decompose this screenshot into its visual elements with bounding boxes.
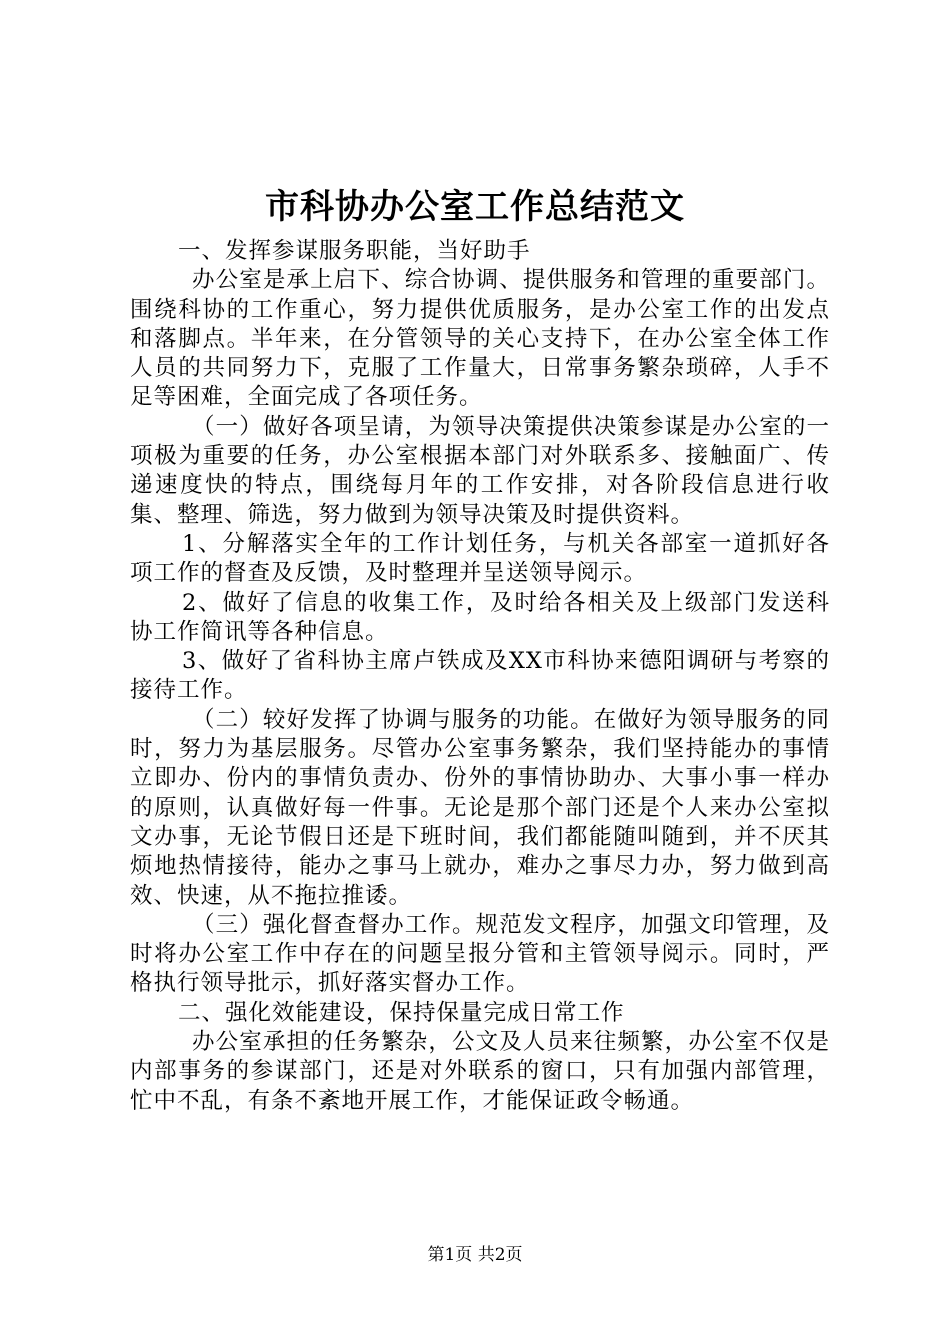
page-footer: 第1页 共2页	[427, 1245, 523, 1265]
document-body	[130, 237, 830, 1116]
paragraph-point-3: 3、做好了省科协主席卢铁成及XX市科协来德阳调研与考察的接待工作。	[130, 648, 830, 704]
page-title: 市科协办公室工作总结范文	[265, 187, 685, 227]
paragraph-item-3: （三）强化督查督办工作。规范发文程序，加强文印管理，及时将办公室工作中存在的问题呈报分管和主管领导阅示。同时，严格执行领导批示，抓好落实督办工作。	[130, 911, 830, 997]
paragraph-point-2: 2、做好了信息的收集工作，及时给各相关及上级部门发送科协工作简讯等各种信息。	[130, 589, 830, 645]
paragraph-item-2: （二）较好发挥了协调与服务的功能。在做好为领导服务的同时，努力为基层服务。尽管办公室事务繁杂，我们坚持能办的事情立即办、份内的事情负责办、份外的事情协助办、大事小事一样办的原则，认真做好每一件事。无论是那个部门还是个人来办公室拟文办事，无论节假日还是下班时间，我们都能随叫随到，并不厌其烦地热情接待，能办之事马上就办，难办之事尽力办，努力做到高效、快速，从不拖拉推诿。	[130, 706, 830, 909]
paragraph-intro: 办公室是承上启下、综合协调、提供服务和管理的重要部门。围绕科协的工作重心，努力提供优质服务，是办公室工作的出发点和落脚点。半年来，在分管领导的关心支持下，在办公室全体工作人员的共同努力下，克服了工作量大，日常事务繁杂琐碎，人手不足等困难，全面完成了各项任务。	[130, 267, 830, 411]
paragraph-point-1: 1、分解落实全年的工作计划任务，与机关各部室一道抓好各项工作的督查及反馈，及时整理并呈送领导阅示。	[130, 530, 830, 587]
section-heading-1: 一、发挥参谋服务职能，当好助手	[178, 238, 531, 264]
paragraph-section-2: 办公室承担的任务繁杂，公文及人员来往频繁，办公室不仅是内部事务的参谋部门，还是对外联系的窗口，只有加强内部管理，忙中不乱，有条不紊地开展工作，才能保证政令畅通。	[130, 1029, 830, 1114]
section-heading-2: 二、强化效能建设，保持保量完成日常工作	[178, 999, 625, 1026]
paragraph-item-1: （一）做好各项呈请，为领导决策提供决策参谋是办公室的一项极为重要的任务，办公室根据本部门对外联系多、接触面广、传递速度快的特点，围绕每月年的工作安排，对各阶段信息进行收集、整理、筛选，努力做到为领导决策及时提供资料。	[130, 413, 830, 528]
